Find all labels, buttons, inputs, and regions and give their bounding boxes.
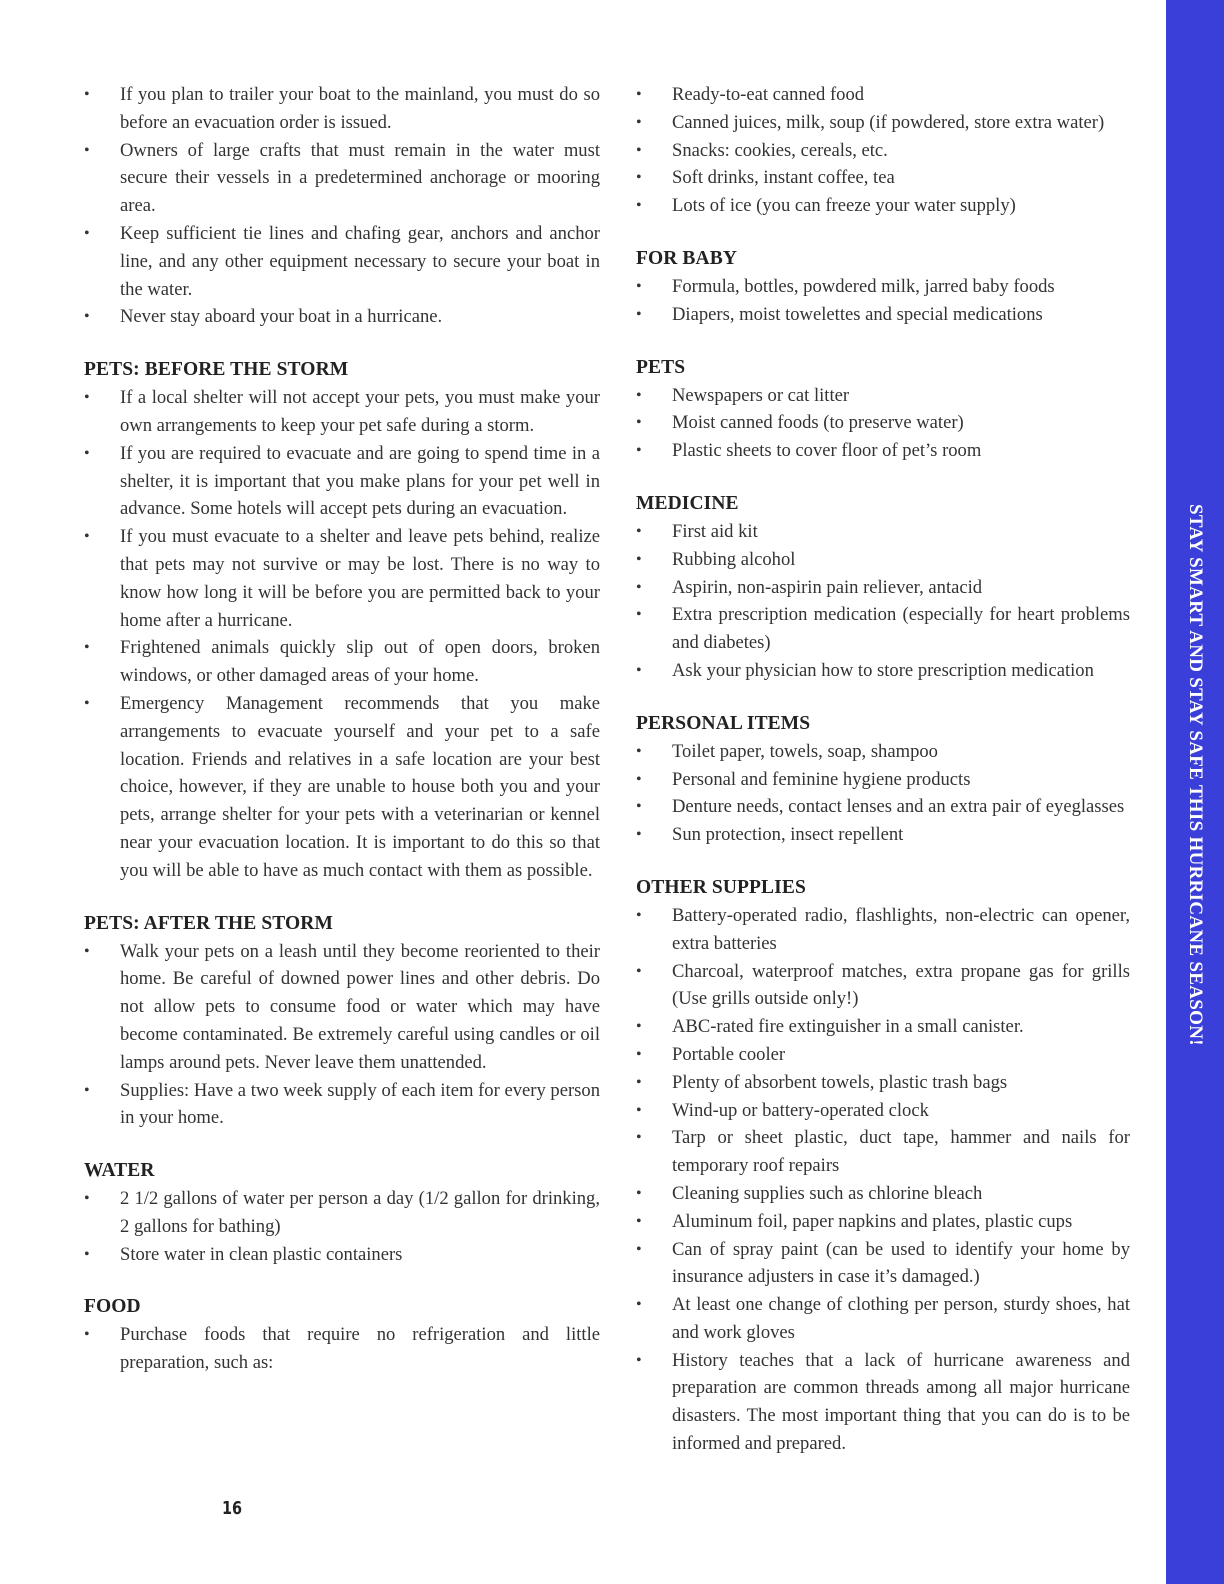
list-item: • Moist canned foods (to preserve water) [636,409,1130,437]
list-item: • First aid kit [636,518,1130,546]
list-item: • Supplies: Have a two week supply of each item for every person in your home. [84,1077,600,1133]
list-item: • Ask your physician how to store prescription medication [636,657,1130,685]
section-pets-before-the-storm [84,356,600,884]
section-heading: WATER [84,1160,155,1182]
list-item: • Denture needs, contact lenses and an extra pair of eyeglasses [636,793,1130,821]
bullet-list [636,273,1130,329]
list-item: • Charcoal, waterproof matches, extra propane gas for grills (Use grills outside only!) [636,958,1130,1014]
left-column [84,81,600,1402]
section-heading: FOR BABY [636,247,738,269]
section-other-supplies [636,874,1130,1458]
section-for-baby [636,245,1130,329]
bullet-list [84,384,600,884]
section-water [84,1157,600,1268]
bullet-list [84,938,600,1133]
list-item: • Snacks: cookies, cereals, etc. [636,137,1130,165]
bullet-list [636,518,1130,685]
list-item: • At least one change of clothing per person, sturdy shoes, hat and work gloves [636,1291,1130,1347]
section-medicine [636,490,1130,685]
list-item: • Formula, bottles, powdered milk, jarred baby foods [636,273,1130,301]
list-item: • Canned juices, milk, soup (if powdered, store extra water) [636,109,1130,137]
list-item: • Never stay aboard your boat in a hurricane. [84,303,600,331]
list-item: • Plastic sheets to cover floor of pet’s room [636,437,1130,465]
list-item: • Frightened animals quickly slip out of open doors, broken windows, or other damaged areas of your home. [84,634,600,690]
bullet-list [84,81,600,331]
list-item: • ABC-rated fire extinguisher in a small canister. [636,1013,1130,1041]
list-item: • Tarp or sheet plastic, duct tape, hammer and nails for temporary roof repairs [636,1124,1130,1180]
bullet-list [636,902,1130,1458]
list-item: • Portable cooler [636,1041,1130,1069]
section-heading: OTHER SUPPLIES [636,876,806,898]
list-item: • Newspapers or cat litter [636,382,1130,410]
section-continued [84,81,600,331]
list-item: • Cleaning supplies such as chlorine bleach [636,1180,1130,1208]
page-number: 16 [222,1498,243,1519]
list-item: • Wind-up or battery-operated clock [636,1097,1130,1125]
bullet-list [636,738,1130,849]
section-personal-items [636,710,1130,849]
list-item: • Aluminum foil, paper napkins and plates, plastic cups [636,1208,1130,1236]
right-column [636,81,1130,1483]
list-item: • Extra prescription medication (especially for heart problems and diabetes) [636,601,1130,657]
list-item: • 2 1/2 gallons of water per person a day (1/2 gallon for drinking, 2 gallons for bathing) [84,1185,600,1241]
section-pets [636,354,1130,465]
list-item: • If a local shelter will not accept your pets, you must make your own arrangements to keep your pet safe during a storm. [84,384,600,440]
section-heading: FOOD [84,1296,141,1318]
section-heading: PETS: BEFORE THE STORM [84,359,349,381]
bullet-list [636,81,1130,220]
section-pets-after-the-storm [84,910,600,1133]
list-item: • Emergency Management recommends that you make arrangements to evacuate yourself and your pet to a safe location. Friends and relatives in a safe location are your best choice, however, if they are unable to house both you and your pets, arrange shelter for your pets with a veterinarian or kennel near your evacuation location. It is important to do this so that you will be able to have as much contact with them as possible. [84,690,600,885]
bullet-list [84,1185,600,1268]
list-item: • Battery-operated radio, flashlights, non-electric can opener, extra batteries [636,902,1130,958]
section-heading: PETS: AFTER THE STORM [84,912,333,934]
list-item: • If you plan to trailer your boat to the mainland, you must do so before an evacuation order is issued. [84,81,600,137]
list-item: • Diapers, moist towelettes and special medications [636,301,1130,329]
list-item: • History teaches that a lack of hurricane awareness and preparation are common threads among all major hurricane disasters. The most important thing that you can do is to be informed and prepared. [636,1347,1130,1458]
bullet-list [636,382,1130,465]
list-item: • Soft drinks, instant coffee, tea [636,164,1130,192]
bullet-list [84,1321,600,1377]
list-item: • If you must evacuate to a shelter and leave pets behind, realize that pets may not survive or may be lost. There is no way to know how long it will be before you are permitted back to your home after a hurricane. [84,523,600,634]
section-food [84,1293,600,1377]
list-item: • Lots of ice (you can freeze your water supply) [636,192,1130,220]
section-heading: PETS [636,356,686,378]
section-heading: MEDICINE [636,492,739,514]
list-item: • Purchase foods that require no refrigeration and little preparation, such as: [84,1321,600,1377]
list-item: • Store water in clean plastic containers [84,1241,600,1269]
list-item: • Ready-to-eat canned food [636,81,1130,109]
list-item: • Can of spray paint (can be used to identify your home by insurance adjusters in case it’s damaged.) [636,1236,1130,1292]
list-item: • Owners of large crafts that must remain in the water must secure their vessels in a predetermined anchorage or mooring area. [84,137,600,220]
list-item: • Personal and feminine hygiene products [636,766,1130,794]
list-item: • Aspirin, non-aspirin pain reliever, antacid [636,574,1130,602]
list-item: • Rubbing alcohol [636,546,1130,574]
section-heading: PERSONAL ITEMS [636,712,811,734]
list-item: • Walk your pets on a leash until they become reoriented to their home. Be careful of downed power lines and other debris. Do not allow pets to consume food or water which may have become contaminated. Be extremely careful using candles or oil lamps around pets. Never leave them unattended. [84,938,600,1077]
list-item: • If you are required to evacuate and are going to spend time in a shelter, it is important that you make plans for your pet well in advance. Some hotels will accept pets during an evacuation. [84,440,600,523]
list-item: • Keep sufficient tie lines and chafing gear, anchors and anchor line, and any other equipment necessary to secure your boat in the water. [84,220,600,303]
list-item: • Sun protection, insect repellent [636,821,1130,849]
section-continued [636,81,1130,220]
side-banner-text: STAY SMART AND STAY SAFE THIS HURRICANE SEASON! [1185,504,1206,1046]
list-item: • Toilet paper, towels, soap, shampoo [636,738,1130,766]
list-item: • Plenty of absorbent towels, plastic trash bags [636,1069,1130,1097]
